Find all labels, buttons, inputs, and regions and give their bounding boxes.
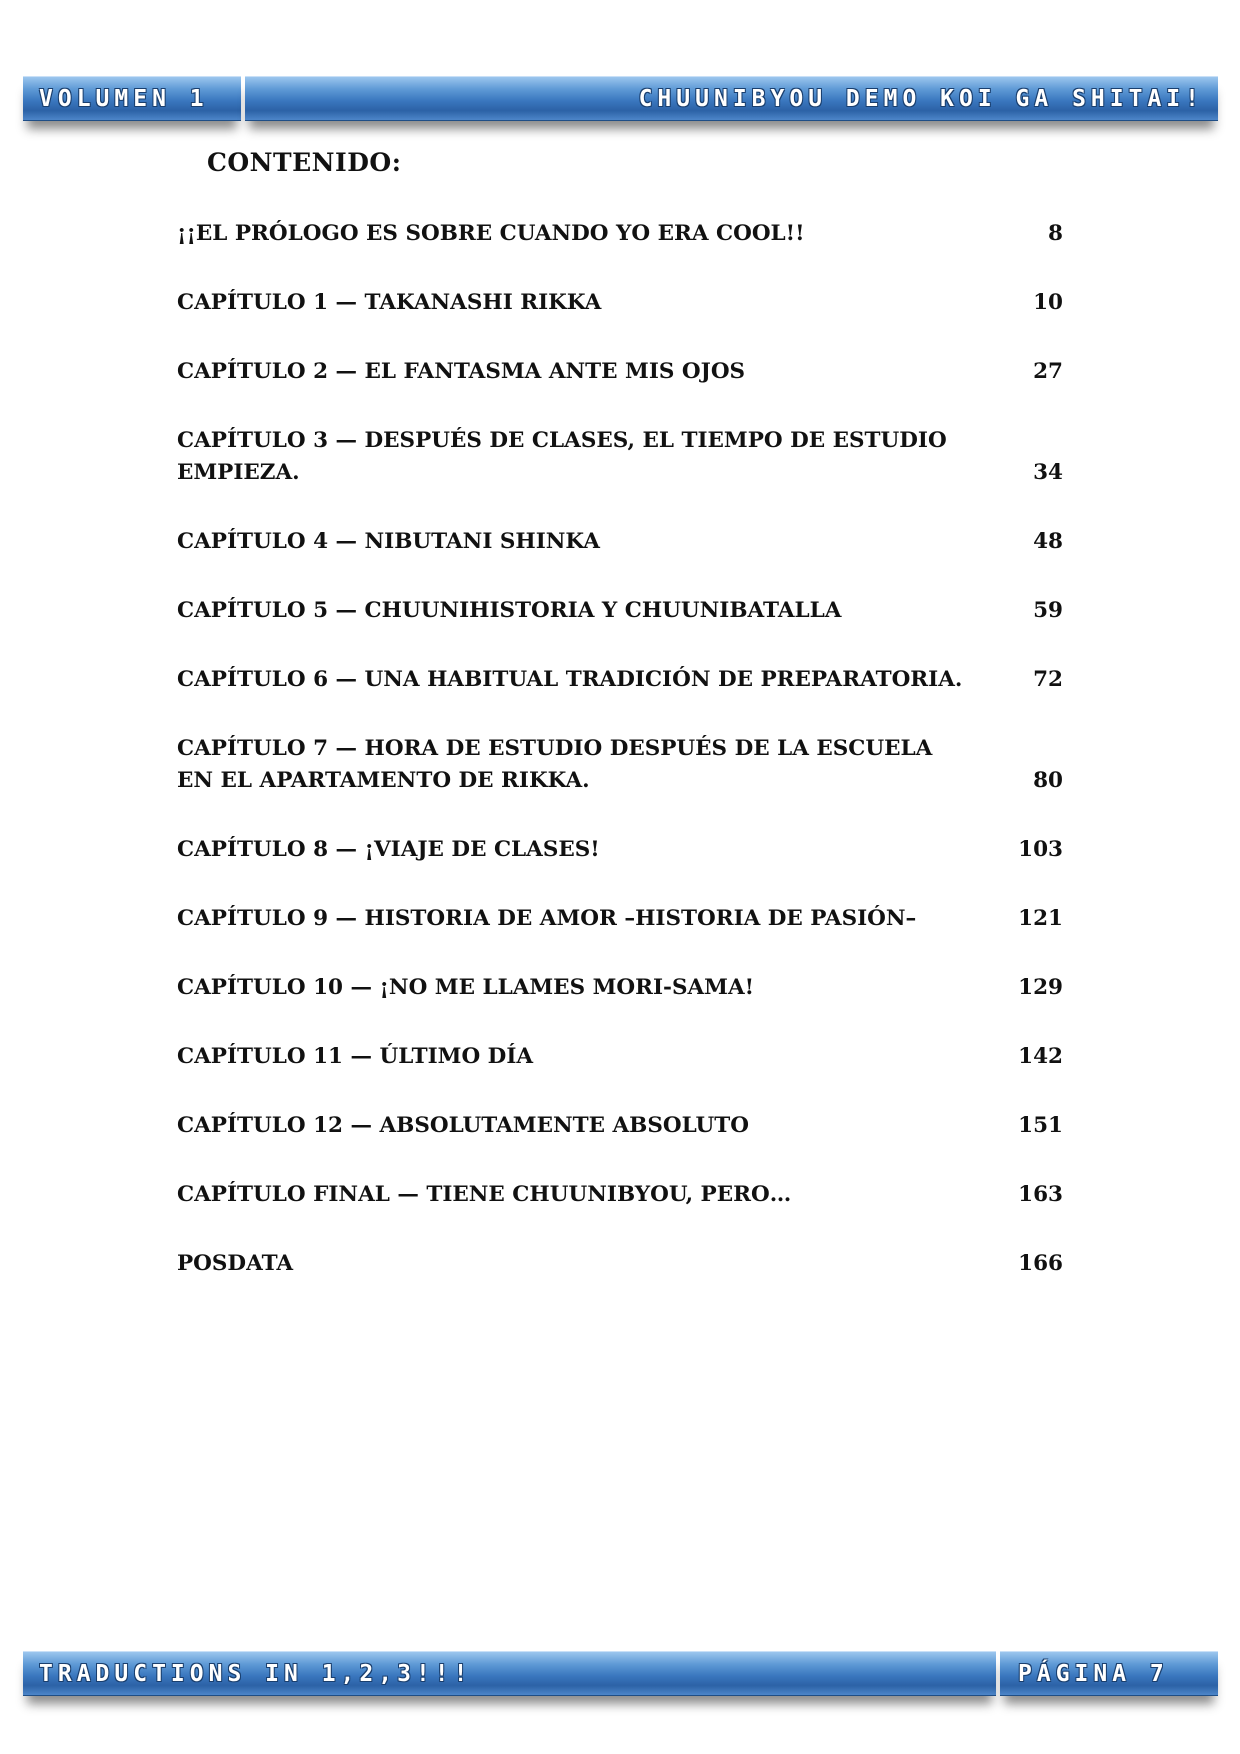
toc-entry[interactable]	[177, 1110, 1063, 1142]
toc-entry-title: CAPÍTULO 8 — ¡VIAJE DE CLASES!	[177, 837, 600, 862]
toc-entry-title: CAPÍTULO 5 — CHUUNIHISTORIA Y CHUUNIBATALLA	[177, 598, 842, 623]
toc-entry-title: CAPÍTULO FINAL — TIENE CHUUNIBYOU, PERO…	[177, 1182, 792, 1207]
toc-entry[interactable]	[177, 287, 1063, 319]
toc-entry[interactable]	[177, 595, 1063, 627]
toc-entry-page: 103	[1018, 837, 1063, 862]
toc-entry-title: CAPÍTULO 2 — EL FANTASMA ANTE MIS OJOS	[177, 359, 746, 384]
footer-page-bar	[1000, 1651, 1218, 1696]
toc-entry-title: CAPÍTULO 11 — ÚLTIMO DÍA	[177, 1044, 534, 1069]
toc-entry-page: 72	[1033, 667, 1063, 692]
toc-entry-title: CAPÍTULO 12 — ABSOLUTAMENTE ABSOLUTO	[177, 1113, 750, 1138]
toc-entry-page: 80	[1033, 768, 1063, 793]
series-title: CHUUNIBYOU DEMO KOI GA SHITAI!	[638, 85, 1204, 112]
volume-label: VOLUMEN 1	[39, 85, 209, 112]
toc-entry[interactable]	[177, 218, 1063, 250]
toc-entry-page: 121	[1018, 906, 1063, 931]
toc-entry-page: 166	[1018, 1251, 1063, 1276]
toc-list	[177, 218, 1063, 1317]
toc-entry-title: CAPÍTULO 4 — NIBUTANI SHINKA	[177, 529, 600, 554]
footer-credit-bar	[23, 1651, 996, 1696]
toc-entry[interactable]	[177, 1179, 1063, 1211]
toc-entry-title: ¡¡EL PRÓLOGO ES SOBRE CUANDO YO ERA COOL!!	[177, 221, 805, 246]
toc-entry[interactable]	[177, 425, 1063, 489]
toc-entry-page: 48	[1033, 529, 1063, 554]
toc-entry-page: 8	[1048, 221, 1063, 246]
toc-entry[interactable]	[177, 834, 1063, 866]
toc-entry[interactable]	[177, 1041, 1063, 1073]
toc-entry[interactable]	[177, 664, 1063, 696]
page-number-label: PÁGINA 7	[1018, 1660, 1169, 1687]
toc-entry-title: CAPÍTULO 1 — TAKANASHI RIKKA	[177, 290, 602, 315]
toc-entry-page: 27	[1033, 359, 1063, 384]
toc-entry-page: 10	[1033, 290, 1063, 315]
toc-entry[interactable]	[177, 1248, 1063, 1280]
toc-entry-title: CAPÍTULO 6 — UNA HABITUAL TRADICIÓN DE PREPARATORIA.	[177, 667, 963, 692]
toc-entry-page: 59	[1033, 598, 1063, 623]
toc-entry-page: 129	[1018, 975, 1063, 1000]
toc-entry-page: 142	[1018, 1044, 1063, 1069]
toc-entry[interactable]	[177, 972, 1063, 1004]
footer-credit: TRADUCTIONS IN 1,2,3!!!	[39, 1660, 473, 1687]
toc-entry-page: 163	[1018, 1182, 1063, 1207]
header-volume-bar	[23, 76, 241, 121]
toc-entry[interactable]	[177, 526, 1063, 558]
toc-entry-title: CAPÍTULO 7 — HORA DE ESTUDIO DESPUÉS DE LA ESCUELA EN EL APARTAMENTO DE RIKKA.	[177, 736, 933, 793]
toc-entry-title: CAPÍTULO 3 — DESPUÉS DE CLASES, EL TIEMPO DE ESTUDIO EMPIEZA.	[177, 428, 947, 485]
toc-entry-page: 151	[1018, 1113, 1063, 1138]
toc-entry-title: POSDATA	[177, 1251, 294, 1276]
toc-entry-title: CAPÍTULO 10 — ¡NO ME LLAMES MORI-SAMA!	[177, 975, 755, 1000]
toc-heading: CONTENIDO:	[207, 148, 402, 177]
header-title-bar	[245, 76, 1218, 121]
toc-entry-page: 34	[1033, 460, 1063, 485]
toc-entry[interactable]	[177, 733, 1063, 797]
toc-entry[interactable]	[177, 356, 1063, 388]
toc-entry[interactable]	[177, 903, 1063, 935]
toc-entry-title: CAPÍTULO 9 — HISTORIA DE AMOR –HISTORIA DE PASIÓN–	[177, 906, 917, 931]
